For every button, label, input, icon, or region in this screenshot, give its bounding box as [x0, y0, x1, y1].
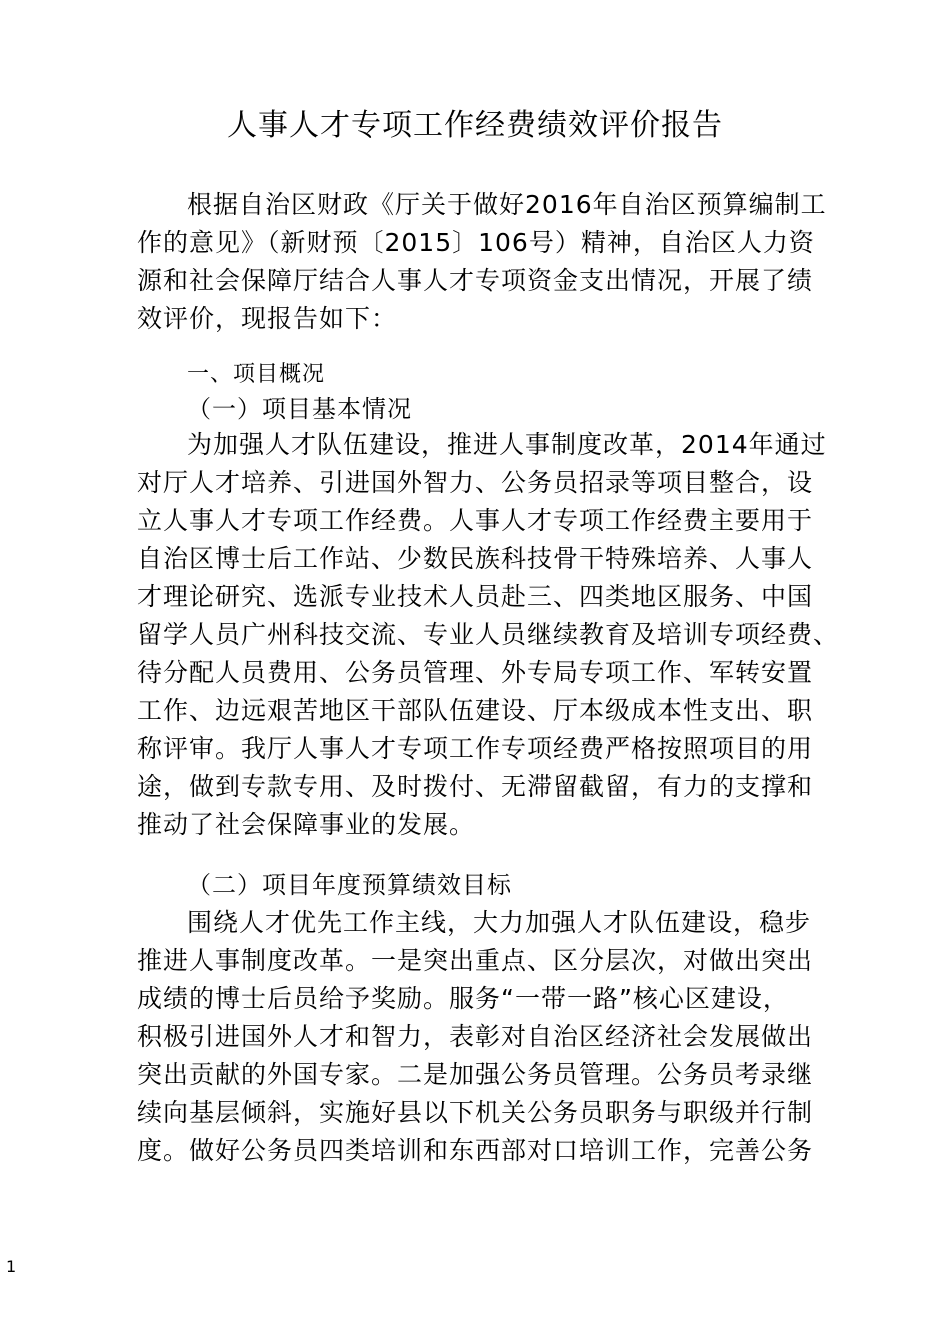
- paragraph-line: 留学人员广州科技交流、专业人员继续教育及培训专项经费、: [137, 620, 840, 649]
- basic-info-paragraph: [137, 426, 840, 844]
- paragraph-line: 待分配人员费用、公务员管理、外专局专项工作、军转安置: [137, 658, 814, 687]
- paragraph-line: 自治区博士后工作站、少数民族科技骨干特殊培养、人事人: [137, 544, 814, 573]
- paragraph-line: 效评价，现报告如下：: [137, 304, 398, 333]
- paragraph-line: 续向基层倾斜，实施好县以下机关公务员职务与职级并行制: [137, 1098, 814, 1127]
- paragraph-line: 才理论研究、选派专业技术人员赴三、四类地区服务、中国: [137, 582, 814, 611]
- document-title: 人事人才专项工作经费绩效评价报告: [227, 108, 723, 143]
- subsection-heading: （二）项目年度预算绩效目标: [187, 871, 512, 899]
- paragraph-line: 围绕人才优先工作主线，大力加强人才队伍建设，稳步: [187, 908, 812, 937]
- paragraph-line: 突出贡献的外国专家。二是加强公务员管理。公务员考录继: [137, 1060, 814, 1089]
- intro-paragraph: [137, 186, 827, 338]
- paragraph-line: 推进人事制度改革。一是突出重点、区分层次，对做出突出: [137, 946, 814, 975]
- subsection-heading-performance-target: [137, 866, 827, 904]
- paragraph-line: 源和社会保障厅结合人事人才专项资金支出情况，开展了绩: [137, 266, 814, 295]
- paragraph-line: 立人事人才专项工作经费。人事人才专项工作经费主要用于: [137, 506, 814, 535]
- subsection-heading-basic-info: [137, 390, 827, 428]
- paragraph-line: 推动了社会保障事业的发展。: [137, 810, 476, 839]
- paragraph-line: 根据自治区财政《厅关于做好2016年自治区预算编制工: [187, 190, 827, 219]
- section-heading: 一、项目概况: [187, 362, 326, 387]
- paragraph-line: 称评审。我厅人事人才专项工作专项经费严格按照项目的用: [137, 734, 814, 763]
- paragraph-line: 作的意见》（新财预〔2015〕106号）精神，自治区人力资: [137, 228, 815, 257]
- paragraph-line: 工作、边远艰苦地区干部队伍建设、厅本级成本性支出、职: [137, 696, 814, 725]
- section-heading-project-overview: [137, 356, 827, 394]
- paragraph-line: 度。做好公务员四类培训和东西部对口培训工作，完善公务: [137, 1136, 814, 1165]
- performance-target-paragraph: [137, 904, 827, 1170]
- paragraph-line: 为加强人才队伍建设，推进人事制度改革，2014年通过: [187, 430, 827, 459]
- paragraph-line: 途，做到专款专用、及时拨付、无滞留截留，有力的支撑和: [137, 772, 814, 801]
- page-number: 1: [6, 1257, 17, 1276]
- paragraph-line: 积极引进国外人才和智力，表彰对自治区经济社会发展做出: [137, 1022, 814, 1051]
- paragraph-line: 成绩的博士后员给予奖励。服务“一带一路”核心区建设，: [137, 984, 789, 1013]
- subsection-heading: （一）项目基本情况: [187, 395, 412, 423]
- paragraph-line: 对厅人才培养、引进国外智力、公务员招录等项目整合，设: [137, 468, 814, 497]
